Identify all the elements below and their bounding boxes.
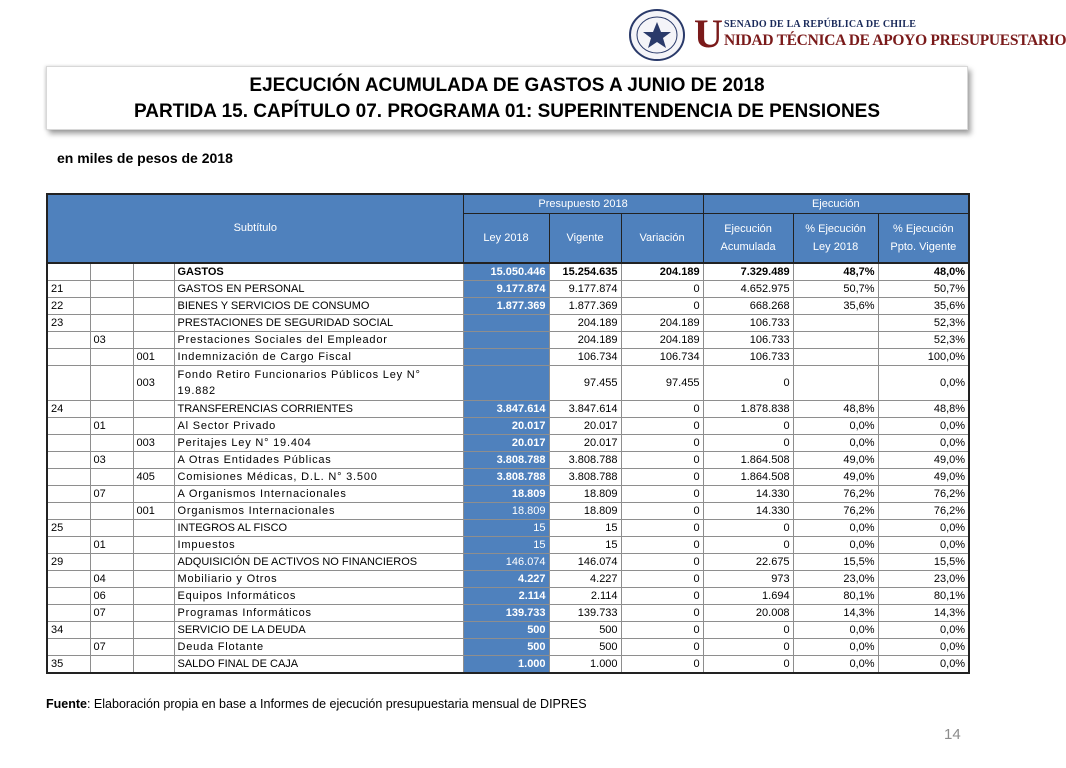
item-cell bbox=[90, 520, 133, 537]
subtitulo-cell: 24 bbox=[47, 401, 90, 418]
variacion-cell: 0 bbox=[621, 605, 703, 622]
item-cell bbox=[90, 554, 133, 571]
table-row bbox=[47, 366, 969, 401]
table-row bbox=[47, 520, 969, 537]
item-cell bbox=[90, 298, 133, 315]
concept-cell: Fondo Retiro Funcionarios Públicos Ley N° 19.882 bbox=[174, 366, 463, 401]
asignacion-cell bbox=[133, 486, 174, 503]
subtitulo-cell: 35 bbox=[47, 656, 90, 674]
item-cell bbox=[90, 315, 133, 332]
item-cell bbox=[90, 349, 133, 366]
pct-vigente-cell: 50,7% bbox=[878, 281, 969, 298]
item-cell bbox=[90, 366, 133, 401]
pct-ley-cell: 23,0% bbox=[793, 571, 878, 588]
pct-ley-cell: 76,2% bbox=[793, 503, 878, 520]
pct-ley-cell: 80,1% bbox=[793, 588, 878, 605]
asignacion-cell bbox=[133, 554, 174, 571]
asignacion-cell bbox=[133, 605, 174, 622]
source-text: : Elaboración propia en base a Informes de ejecución presupuestaria mensual de DIPRES bbox=[86, 697, 587, 711]
variacion-cell: 0 bbox=[621, 281, 703, 298]
ley-cell bbox=[463, 332, 549, 349]
ley-cell: 18.809 bbox=[463, 486, 549, 503]
variacion-cell: 0 bbox=[621, 418, 703, 435]
vigente-cell: 3.808.788 bbox=[549, 469, 621, 486]
item-cell bbox=[90, 656, 133, 674]
concept-cell: GASTOS EN PERSONAL bbox=[174, 281, 463, 298]
ejecucion-cell: 22.675 bbox=[703, 554, 793, 571]
subtitulo-cell bbox=[47, 571, 90, 588]
ejecucion-cell: 14.330 bbox=[703, 503, 793, 520]
ley-cell: 146.074 bbox=[463, 554, 549, 571]
pct-vigente-cell: 76,2% bbox=[878, 503, 969, 520]
item-cell bbox=[90, 435, 133, 452]
pct-ley-cell: 0,0% bbox=[793, 622, 878, 639]
vigente-cell: 18.809 bbox=[549, 503, 621, 520]
concept-cell: Comisiones Médicas, D.L. N° 3.500 bbox=[174, 469, 463, 486]
subtitulo-cell bbox=[47, 349, 90, 366]
page-subtitle: PARTIDA 15. CAPÍTULO 07. PROGRAMA 01: SUPERINTENDENCIA DE PENSIONES bbox=[133, 101, 881, 122]
header-presupuesto: Presupuesto 2018 bbox=[463, 194, 703, 214]
pct-vigente-cell: 0,0% bbox=[878, 366, 969, 401]
pct-ley-cell: 0,0% bbox=[793, 435, 878, 452]
header-ejecucion-acumulada bbox=[703, 214, 793, 264]
variacion-cell: 204.189 bbox=[621, 332, 703, 349]
ley-cell: 2.114 bbox=[463, 588, 549, 605]
ejecucion-cell: 0 bbox=[703, 366, 793, 401]
vigente-cell: 106.734 bbox=[549, 349, 621, 366]
table-row bbox=[47, 298, 969, 315]
concept-cell: BIENES Y SERVICIOS DE CONSUMO bbox=[174, 298, 463, 315]
pct-vigente-cell: 80,1% bbox=[878, 588, 969, 605]
pct-vigente-cell: 49,0% bbox=[878, 452, 969, 469]
asignacion-cell bbox=[133, 315, 174, 332]
concept-cell: PRESTACIONES DE SEGURIDAD SOCIAL bbox=[174, 315, 463, 332]
subtitulo-cell: 29 bbox=[47, 554, 90, 571]
vigente-cell: 4.227 bbox=[549, 571, 621, 588]
table-row bbox=[47, 281, 969, 298]
concept-cell: Programas Informáticos bbox=[174, 605, 463, 622]
header-pct-ley-line2: Ley 2018 bbox=[812, 241, 859, 253]
asignacion-cell bbox=[133, 452, 174, 469]
table-row bbox=[47, 452, 969, 469]
pct-vigente-cell: 14,3% bbox=[878, 605, 969, 622]
ley-cell: 4.227 bbox=[463, 571, 549, 588]
ejecucion-cell: 0 bbox=[703, 656, 793, 674]
vigente-cell: 3.808.788 bbox=[549, 452, 621, 469]
item-cell bbox=[90, 281, 133, 298]
variacion-cell: 106.734 bbox=[621, 349, 703, 366]
pct-ley-cell: 0,0% bbox=[793, 656, 878, 674]
table-row bbox=[47, 503, 969, 520]
asignacion-cell bbox=[133, 298, 174, 315]
pct-ley-cell: 14,3% bbox=[793, 605, 878, 622]
table-row bbox=[47, 401, 969, 418]
table-row bbox=[47, 418, 969, 435]
asignacion-cell: 001 bbox=[133, 503, 174, 520]
table-row bbox=[47, 349, 969, 366]
item-cell bbox=[90, 622, 133, 639]
subtitulo-cell: 25 bbox=[47, 520, 90, 537]
ley-cell: 139.733 bbox=[463, 605, 549, 622]
pct-vigente-cell: 52,3% bbox=[878, 315, 969, 332]
header-pct-vig-line1: % Ejecución bbox=[893, 223, 954, 235]
asignacion-cell bbox=[133, 263, 174, 281]
header-ley: Ley 2018 bbox=[463, 214, 549, 264]
ejecucion-cell: 106.733 bbox=[703, 349, 793, 366]
asignacion-cell bbox=[133, 622, 174, 639]
table-row bbox=[47, 571, 969, 588]
vigente-cell: 204.189 bbox=[549, 332, 621, 349]
pct-ley-cell: 49,0% bbox=[793, 469, 878, 486]
table-row bbox=[47, 315, 969, 332]
vigente-cell: 20.017 bbox=[549, 435, 621, 452]
pct-ley-cell: 0,0% bbox=[793, 639, 878, 656]
ejecucion-cell: 1.694 bbox=[703, 588, 793, 605]
table-row bbox=[47, 263, 969, 281]
subtitulo-cell bbox=[47, 537, 90, 554]
pct-ley-cell: 48,7% bbox=[793, 263, 878, 281]
pct-ley-cell: 0,0% bbox=[793, 520, 878, 537]
concept-cell: GASTOS bbox=[174, 263, 463, 281]
pct-vigente-cell: 49,0% bbox=[878, 469, 969, 486]
asignacion-cell: 405 bbox=[133, 469, 174, 486]
pct-ley-cell bbox=[793, 315, 878, 332]
item-cell: 03 bbox=[90, 332, 133, 349]
budget-table bbox=[46, 193, 970, 674]
item-cell bbox=[90, 503, 133, 520]
header-pct-ley bbox=[793, 214, 878, 264]
ejecucion-cell: 1.864.508 bbox=[703, 469, 793, 486]
variacion-cell: 0 bbox=[621, 452, 703, 469]
subtitulo-cell bbox=[47, 435, 90, 452]
ley-cell bbox=[463, 315, 549, 332]
concept-cell: Indemnización de Cargo Fiscal bbox=[174, 349, 463, 366]
vigente-cell: 500 bbox=[549, 639, 621, 656]
pct-vigente-cell: 76,2% bbox=[878, 486, 969, 503]
ejecucion-cell: 1.864.508 bbox=[703, 452, 793, 469]
variacion-cell: 0 bbox=[621, 656, 703, 674]
ley-cell: 1.877.369 bbox=[463, 298, 549, 315]
header-variacion: Variación bbox=[621, 214, 703, 264]
subtitulo-cell: 21 bbox=[47, 281, 90, 298]
concept-cell: TRANSFERENCIAS CORRIENTES bbox=[174, 401, 463, 418]
ley-cell: 20.017 bbox=[463, 435, 549, 452]
pct-vigente-cell: 52,3% bbox=[878, 332, 969, 349]
header-pct-vig-line2: Ppto. Vigente bbox=[890, 241, 957, 253]
subtitulo-cell bbox=[47, 452, 90, 469]
concept-cell: Mobiliario y Otros bbox=[174, 571, 463, 588]
pct-ley-cell: 50,7% bbox=[793, 281, 878, 298]
pct-ley-cell: 0,0% bbox=[793, 537, 878, 554]
ejecucion-cell: 1.878.838 bbox=[703, 401, 793, 418]
item-cell: 07 bbox=[90, 605, 133, 622]
variacion-cell: 0 bbox=[621, 401, 703, 418]
table-row bbox=[47, 554, 969, 571]
vigente-cell: 15.254.635 bbox=[549, 263, 621, 281]
variacion-cell: 0 bbox=[621, 588, 703, 605]
ley-cell: 15 bbox=[463, 520, 549, 537]
ejecucion-cell: 973 bbox=[703, 571, 793, 588]
asignacion-cell bbox=[133, 418, 174, 435]
asignacion-cell bbox=[133, 281, 174, 298]
subtitulo-cell bbox=[47, 605, 90, 622]
ley-cell: 18.809 bbox=[463, 503, 549, 520]
pct-vigente-cell: 48,8% bbox=[878, 401, 969, 418]
table-row bbox=[47, 588, 969, 605]
senate-seal-icon bbox=[628, 8, 686, 62]
concept-cell: SALDO FINAL DE CAJA bbox=[174, 656, 463, 674]
subtitulo-cell bbox=[47, 588, 90, 605]
header-ejecucion: Ejecución bbox=[703, 194, 969, 214]
concept-cell: SERVICIO DE LA DEUDA bbox=[174, 622, 463, 639]
item-cell: 07 bbox=[90, 486, 133, 503]
pct-ley-cell: 48,8% bbox=[793, 401, 878, 418]
page-title: EJECUCIÓN ACUMULADA DE GASTOS A JUNIO DE 2018 bbox=[249, 75, 765, 96]
subtitulo-cell bbox=[47, 332, 90, 349]
variacion-cell: 204.189 bbox=[621, 315, 703, 332]
ley-cell: 3.808.788 bbox=[463, 469, 549, 486]
ley-cell: 1.000 bbox=[463, 656, 549, 674]
ley-cell: 3.808.788 bbox=[463, 452, 549, 469]
pct-ley-cell bbox=[793, 332, 878, 349]
subtitulo-cell: 22 bbox=[47, 298, 90, 315]
asignacion-cell: 003 bbox=[133, 366, 174, 401]
pct-ley-cell: 35,6% bbox=[793, 298, 878, 315]
units-caption: en miles de pesos de 2018 bbox=[57, 150, 233, 166]
table-row bbox=[47, 332, 969, 349]
item-cell: 01 bbox=[90, 537, 133, 554]
source-note bbox=[46, 697, 587, 711]
subtitulo-cell: 34 bbox=[47, 622, 90, 639]
vigente-cell: 15 bbox=[549, 537, 621, 554]
title-box bbox=[46, 66, 968, 130]
table-row bbox=[47, 656, 969, 674]
variacion-cell: 0 bbox=[621, 520, 703, 537]
pct-vigente-cell: 0,0% bbox=[878, 537, 969, 554]
ejecucion-cell: 668.268 bbox=[703, 298, 793, 315]
ejecucion-cell: 14.330 bbox=[703, 486, 793, 503]
ejecucion-cell: 106.733 bbox=[703, 315, 793, 332]
pct-ley-cell: 0,0% bbox=[793, 418, 878, 435]
asignacion-cell bbox=[133, 639, 174, 656]
ejecucion-cell: 0 bbox=[703, 537, 793, 554]
subtitulo-cell bbox=[47, 263, 90, 281]
concept-cell: INTEGROS AL FISCO bbox=[174, 520, 463, 537]
table-row bbox=[47, 639, 969, 656]
asignacion-cell bbox=[133, 401, 174, 418]
variacion-cell: 0 bbox=[621, 503, 703, 520]
variacion-cell: 0 bbox=[621, 435, 703, 452]
ley-cell: 15.050.446 bbox=[463, 263, 549, 281]
pct-vigente-cell: 0,0% bbox=[878, 435, 969, 452]
pct-vigente-cell: 35,6% bbox=[878, 298, 969, 315]
concept-cell: A Organismos Internacionales bbox=[174, 486, 463, 503]
page-number: 14 bbox=[944, 726, 961, 743]
ejecucion-cell: 7.329.489 bbox=[703, 263, 793, 281]
subtitulo-cell bbox=[47, 366, 90, 401]
item-cell: 04 bbox=[90, 571, 133, 588]
variacion-cell: 0 bbox=[621, 469, 703, 486]
item-cell bbox=[90, 263, 133, 281]
variacion-cell: 0 bbox=[621, 298, 703, 315]
table-row bbox=[47, 605, 969, 622]
asignacion-cell bbox=[133, 571, 174, 588]
concept-cell: Prestaciones Sociales del Empleador bbox=[174, 332, 463, 349]
pct-ley-cell: 49,0% bbox=[793, 452, 878, 469]
asignacion-cell bbox=[133, 537, 174, 554]
ejecucion-cell: 4.652.975 bbox=[703, 281, 793, 298]
concept-cell: Deuda Flotante bbox=[174, 639, 463, 656]
subtitulo-cell bbox=[47, 418, 90, 435]
header-subtitulo: Subtítulo bbox=[47, 194, 463, 263]
pct-vigente-cell: 48,0% bbox=[878, 263, 969, 281]
concept-cell: Peritajes Ley N° 19.404 bbox=[174, 435, 463, 452]
item-cell bbox=[90, 401, 133, 418]
pct-vigente-cell: 0,0% bbox=[878, 639, 969, 656]
concept-cell: ADQUISICIÓN DE ACTIVOS NO FINANCIEROS bbox=[174, 554, 463, 571]
pct-vigente-cell: 0,0% bbox=[878, 418, 969, 435]
ejecucion-cell: 0 bbox=[703, 622, 793, 639]
concept-cell: Al Sector Privado bbox=[174, 418, 463, 435]
concept-cell: Equipos Informáticos bbox=[174, 588, 463, 605]
subtitulo-cell bbox=[47, 639, 90, 656]
vigente-cell: 18.809 bbox=[549, 486, 621, 503]
logo-main-line: NIDAD TÉCNICA DE APOYO PRESUPUESTARIO bbox=[724, 32, 1066, 49]
ejecucion-cell: 20.008 bbox=[703, 605, 793, 622]
variacion-cell: 0 bbox=[621, 622, 703, 639]
vigente-cell: 9.177.874 bbox=[549, 281, 621, 298]
variacion-cell: 0 bbox=[621, 486, 703, 503]
subtitulo-cell bbox=[47, 503, 90, 520]
asignacion-cell: 003 bbox=[133, 435, 174, 452]
header-vigente: Vigente bbox=[549, 214, 621, 264]
item-cell: 07 bbox=[90, 639, 133, 656]
pct-vigente-cell: 15,5% bbox=[878, 554, 969, 571]
pct-ley-cell bbox=[793, 366, 878, 401]
vigente-cell: 97.455 bbox=[549, 366, 621, 401]
vigente-cell: 1.877.369 bbox=[549, 298, 621, 315]
vigente-cell: 20.017 bbox=[549, 418, 621, 435]
item-cell: 01 bbox=[90, 418, 133, 435]
vigente-cell: 2.114 bbox=[549, 588, 621, 605]
table-row bbox=[47, 622, 969, 639]
vigente-cell: 139.733 bbox=[549, 605, 621, 622]
vigente-cell: 500 bbox=[549, 622, 621, 639]
variacion-cell: 0 bbox=[621, 537, 703, 554]
asignacion-cell bbox=[133, 656, 174, 674]
pct-vigente-cell: 0,0% bbox=[878, 520, 969, 537]
subtitulo-cell bbox=[47, 469, 90, 486]
pct-vigente-cell: 23,0% bbox=[878, 571, 969, 588]
vigente-cell: 3.847.614 bbox=[549, 401, 621, 418]
header-pct-vigente bbox=[878, 214, 969, 264]
pct-vigente-cell: 0,0% bbox=[878, 656, 969, 674]
table-body bbox=[47, 263, 969, 673]
concept-cell: Impuestos bbox=[174, 537, 463, 554]
pct-vigente-cell: 100,0% bbox=[878, 349, 969, 366]
pct-ley-cell: 15,5% bbox=[793, 554, 878, 571]
header-pct-ley-line1: % Ejecución bbox=[805, 223, 866, 235]
table-row bbox=[47, 486, 969, 503]
subtitulo-cell: 23 bbox=[47, 315, 90, 332]
ley-cell: 500 bbox=[463, 622, 549, 639]
table-row bbox=[47, 435, 969, 452]
ley-cell: 3.847.614 bbox=[463, 401, 549, 418]
ley-cell: 9.177.874 bbox=[463, 281, 549, 298]
ley-cell bbox=[463, 366, 549, 401]
variacion-cell: 0 bbox=[621, 639, 703, 656]
pct-ley-cell: 76,2% bbox=[793, 486, 878, 503]
ejecucion-cell: 0 bbox=[703, 435, 793, 452]
logo-top-line: SENADO DE LA REPÚBLICA DE CHILE bbox=[724, 19, 917, 30]
ejecucion-cell: 0 bbox=[703, 520, 793, 537]
vigente-cell: 204.189 bbox=[549, 315, 621, 332]
ley-cell: 20.017 bbox=[463, 418, 549, 435]
item-cell bbox=[90, 469, 133, 486]
subtitulo-cell bbox=[47, 486, 90, 503]
item-cell: 06 bbox=[90, 588, 133, 605]
concept-cell: A Otras Entidades Públicas bbox=[174, 452, 463, 469]
asignacion-cell bbox=[133, 332, 174, 349]
ejecucion-cell: 0 bbox=[703, 639, 793, 656]
variacion-cell: 0 bbox=[621, 554, 703, 571]
variacion-cell: 97.455 bbox=[621, 366, 703, 401]
logo-initial: U bbox=[694, 11, 723, 56]
asignacion-cell: 001 bbox=[133, 349, 174, 366]
vigente-cell: 146.074 bbox=[549, 554, 621, 571]
ley-cell: 500 bbox=[463, 639, 549, 656]
header-ej-acum-line2: Acumulada bbox=[720, 241, 776, 253]
table-row bbox=[47, 537, 969, 554]
ley-cell: 15 bbox=[463, 537, 549, 554]
header-ej-acum-line1: Ejecución bbox=[724, 223, 772, 235]
table-row bbox=[47, 469, 969, 486]
asignacion-cell bbox=[133, 520, 174, 537]
concept-cell: Organismos Internacionales bbox=[174, 503, 463, 520]
ley-cell bbox=[463, 349, 549, 366]
variacion-cell: 204.189 bbox=[621, 263, 703, 281]
pct-ley-cell bbox=[793, 349, 878, 366]
ejecucion-cell: 0 bbox=[703, 418, 793, 435]
vigente-cell: 1.000 bbox=[549, 656, 621, 674]
source-label: Fuente bbox=[46, 697, 87, 711]
pct-vigente-cell: 0,0% bbox=[878, 622, 969, 639]
senate-logo bbox=[628, 8, 1066, 62]
asignacion-cell bbox=[133, 588, 174, 605]
variacion-cell: 0 bbox=[621, 571, 703, 588]
ejecucion-cell: 106.733 bbox=[703, 332, 793, 349]
vigente-cell: 15 bbox=[549, 520, 621, 537]
item-cell: 03 bbox=[90, 452, 133, 469]
